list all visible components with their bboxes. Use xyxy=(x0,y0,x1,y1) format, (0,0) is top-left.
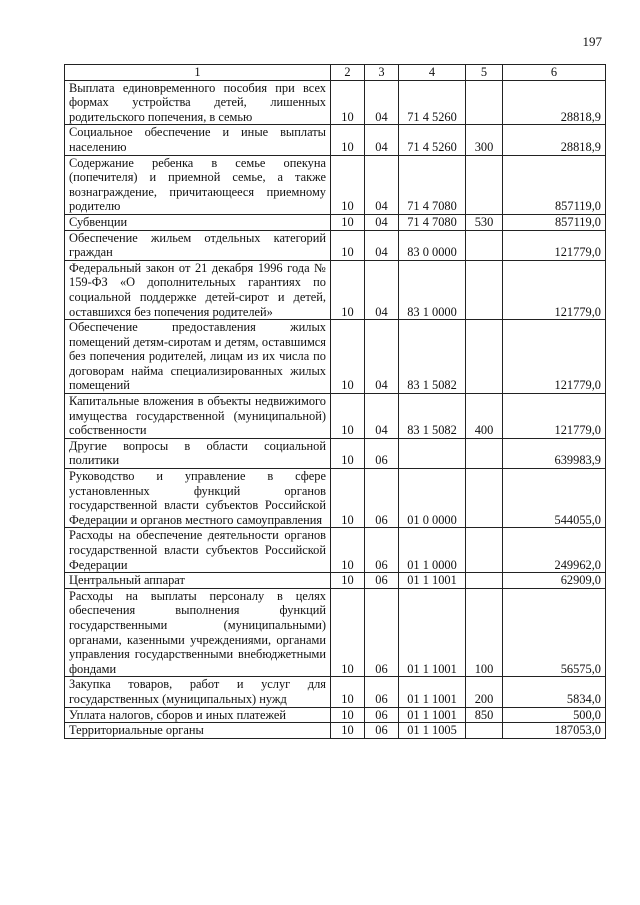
row-name-cell: Территориальные органы xyxy=(65,723,331,739)
table-row xyxy=(65,320,606,394)
row-name-cell: Субвенции xyxy=(65,214,331,230)
table-row xyxy=(65,723,606,739)
row-expense-type-cell xyxy=(466,80,503,125)
row-expense-type-cell: 400 xyxy=(466,394,503,439)
row-target-article-cell: 83 0 0000 xyxy=(399,230,466,260)
row-section-cell: 10 xyxy=(331,723,365,739)
column-header: 6 xyxy=(503,65,606,81)
row-target-article-cell: 83 1 0000 xyxy=(399,260,466,319)
row-section-cell: 10 xyxy=(331,573,365,589)
row-subsection-cell: 04 xyxy=(365,320,399,394)
row-amount-cell: 5834,0 xyxy=(503,677,606,707)
row-expense-type-cell xyxy=(466,528,503,573)
row-section-cell: 10 xyxy=(331,707,365,723)
row-name-cell: Расходы на обеспечение деятельности органов государственной власти субъектов Российской Федерации xyxy=(65,528,331,573)
row-section-cell: 10 xyxy=(331,438,365,468)
row-section-cell: 10 xyxy=(331,394,365,439)
table-body xyxy=(65,80,606,738)
table-row xyxy=(65,230,606,260)
row-amount-cell: 249962,0 xyxy=(503,528,606,573)
table-row xyxy=(65,588,606,677)
row-target-article-cell: 01 1 1001 xyxy=(399,707,466,723)
row-expense-type-cell xyxy=(466,320,503,394)
table-row xyxy=(65,80,606,125)
row-section-cell: 10 xyxy=(331,80,365,125)
row-target-article-cell: 01 1 1001 xyxy=(399,588,466,677)
row-expense-type-cell xyxy=(466,723,503,739)
row-section-cell: 10 xyxy=(331,469,365,528)
row-section-cell: 10 xyxy=(331,125,365,155)
row-amount-cell: 639983,9 xyxy=(503,438,606,468)
table-row xyxy=(65,528,606,573)
row-target-article-cell: 71 4 7080 xyxy=(399,155,466,214)
row-amount-cell: 857119,0 xyxy=(503,214,606,230)
row-name-cell: Капитальные вложения в объекты недвижимого имущества государственной (муниципальной) собственности xyxy=(65,394,331,439)
table-row xyxy=(65,125,606,155)
row-subsection-cell: 04 xyxy=(365,155,399,214)
row-section-cell: 10 xyxy=(331,155,365,214)
row-name-cell: Расходы на выплаты персоналу в целях обеспечения выполнения функций государственными (муниципальными) органами, казенными учреждениями, органами управления государственными внебюджетными фондами xyxy=(65,588,331,677)
row-subsection-cell: 06 xyxy=(365,677,399,707)
row-target-article-cell: 01 1 0000 xyxy=(399,528,466,573)
row-target-article-cell: 83 1 5082 xyxy=(399,394,466,439)
row-amount-cell: 857119,0 xyxy=(503,155,606,214)
row-expense-type-cell: 850 xyxy=(466,707,503,723)
row-name-cell: Руководство и управление в сфере установленных функций органов государственной власти субъектов Российской Федерации и органов местного самоуправления xyxy=(65,469,331,528)
row-amount-cell: 62909,0 xyxy=(503,573,606,589)
row-amount-cell: 121779,0 xyxy=(503,260,606,319)
row-name-cell: Содержание ребенка в семье опекуна (попечителя) и приемной семье, а также вознаграждение, причитающееся приемному родителю xyxy=(65,155,331,214)
row-target-article-cell: 71 4 5260 xyxy=(399,80,466,125)
row-subsection-cell: 06 xyxy=(365,723,399,739)
row-amount-cell: 500,0 xyxy=(503,707,606,723)
row-name-cell: Федеральный закон от 21 декабря 1996 года № 159-ФЗ «О дополнительных гарантиях по социальной поддержке детей-сирот и детей, оставшихся без попечения родителей» xyxy=(65,260,331,319)
row-amount-cell: 28818,9 xyxy=(503,80,606,125)
row-expense-type-cell: 100 xyxy=(466,588,503,677)
table-row xyxy=(65,214,606,230)
row-subsection-cell: 04 xyxy=(365,394,399,439)
row-expense-type-cell xyxy=(466,438,503,468)
row-amount-cell: 121779,0 xyxy=(503,394,606,439)
row-expense-type-cell xyxy=(466,469,503,528)
row-subsection-cell: 06 xyxy=(365,528,399,573)
row-name-cell: Обеспечение жильем отдельных категорий граждан xyxy=(65,230,331,260)
row-amount-cell: 28818,9 xyxy=(503,125,606,155)
row-section-cell: 10 xyxy=(331,528,365,573)
row-target-article-cell: 01 1 1001 xyxy=(399,677,466,707)
row-section-cell: 10 xyxy=(331,214,365,230)
row-target-article-cell: 71 4 5260 xyxy=(399,125,466,155)
row-subsection-cell: 06 xyxy=(365,469,399,528)
row-target-article-cell xyxy=(399,438,466,468)
row-expense-type-cell: 530 xyxy=(466,214,503,230)
row-target-article-cell: 83 1 5082 xyxy=(399,320,466,394)
table-row xyxy=(65,394,606,439)
row-section-cell: 10 xyxy=(331,320,365,394)
row-subsection-cell: 06 xyxy=(365,573,399,589)
row-subsection-cell: 04 xyxy=(365,260,399,319)
row-section-cell: 10 xyxy=(331,260,365,319)
row-section-cell: 10 xyxy=(331,677,365,707)
row-expense-type-cell: 300 xyxy=(466,125,503,155)
row-expense-type-cell xyxy=(466,155,503,214)
row-subsection-cell: 06 xyxy=(365,438,399,468)
row-expense-type-cell xyxy=(466,230,503,260)
row-name-cell: Социальное обеспечение и иные выплаты населению xyxy=(65,125,331,155)
row-name-cell: Выплата единовременного пособия при всех формах устройства детей, лишенных родительского попечения, в семью xyxy=(65,80,331,125)
row-subsection-cell: 04 xyxy=(365,230,399,260)
row-expense-type-cell: 200 xyxy=(466,677,503,707)
page-number: 197 xyxy=(582,34,602,49)
row-subsection-cell: 04 xyxy=(365,214,399,230)
row-amount-cell: 121779,0 xyxy=(503,320,606,394)
header-row xyxy=(65,65,606,81)
row-expense-type-cell xyxy=(466,573,503,589)
row-target-article-cell: 71 4 7080 xyxy=(399,214,466,230)
row-name-cell: Закупка товаров, работ и услуг для государственных (муниципальных) нужд xyxy=(65,677,331,707)
column-header: 2 xyxy=(331,65,365,81)
row-amount-cell: 187053,0 xyxy=(503,723,606,739)
row-target-article-cell: 01 0 0000 xyxy=(399,469,466,528)
table-row xyxy=(65,438,606,468)
row-amount-cell: 56575,0 xyxy=(503,588,606,677)
column-header: 1 xyxy=(65,65,331,81)
row-name-cell: Обеспечение предоставления жилых помещений детям-сиротам и детям, оставшимся без попечения родителей, лицам из их числа по договорам найма специализированных жилых помещений xyxy=(65,320,331,394)
row-section-cell: 10 xyxy=(331,588,365,677)
row-subsection-cell: 06 xyxy=(365,707,399,723)
row-name-cell: Центральный аппарат xyxy=(65,573,331,589)
column-header: 5 xyxy=(466,65,503,81)
column-header: 4 xyxy=(399,65,466,81)
row-amount-cell: 121779,0 xyxy=(503,230,606,260)
table-row xyxy=(65,260,606,319)
row-expense-type-cell xyxy=(466,260,503,319)
table-row xyxy=(65,469,606,528)
row-target-article-cell: 01 1 1001 xyxy=(399,573,466,589)
row-subsection-cell: 04 xyxy=(365,125,399,155)
column-header: 3 xyxy=(365,65,399,81)
row-subsection-cell: 04 xyxy=(365,80,399,125)
row-section-cell: 10 xyxy=(331,230,365,260)
row-target-article-cell: 01 1 1005 xyxy=(399,723,466,739)
row-name-cell: Уплата налогов, сборов и иных платежей xyxy=(65,707,331,723)
row-name-cell: Другие вопросы в области социальной политики xyxy=(65,438,331,468)
table-row xyxy=(65,155,606,214)
row-subsection-cell: 06 xyxy=(365,588,399,677)
budget-table xyxy=(64,64,606,739)
table-row xyxy=(65,677,606,707)
table-row xyxy=(65,707,606,723)
table-row xyxy=(65,573,606,589)
row-amount-cell: 544055,0 xyxy=(503,469,606,528)
